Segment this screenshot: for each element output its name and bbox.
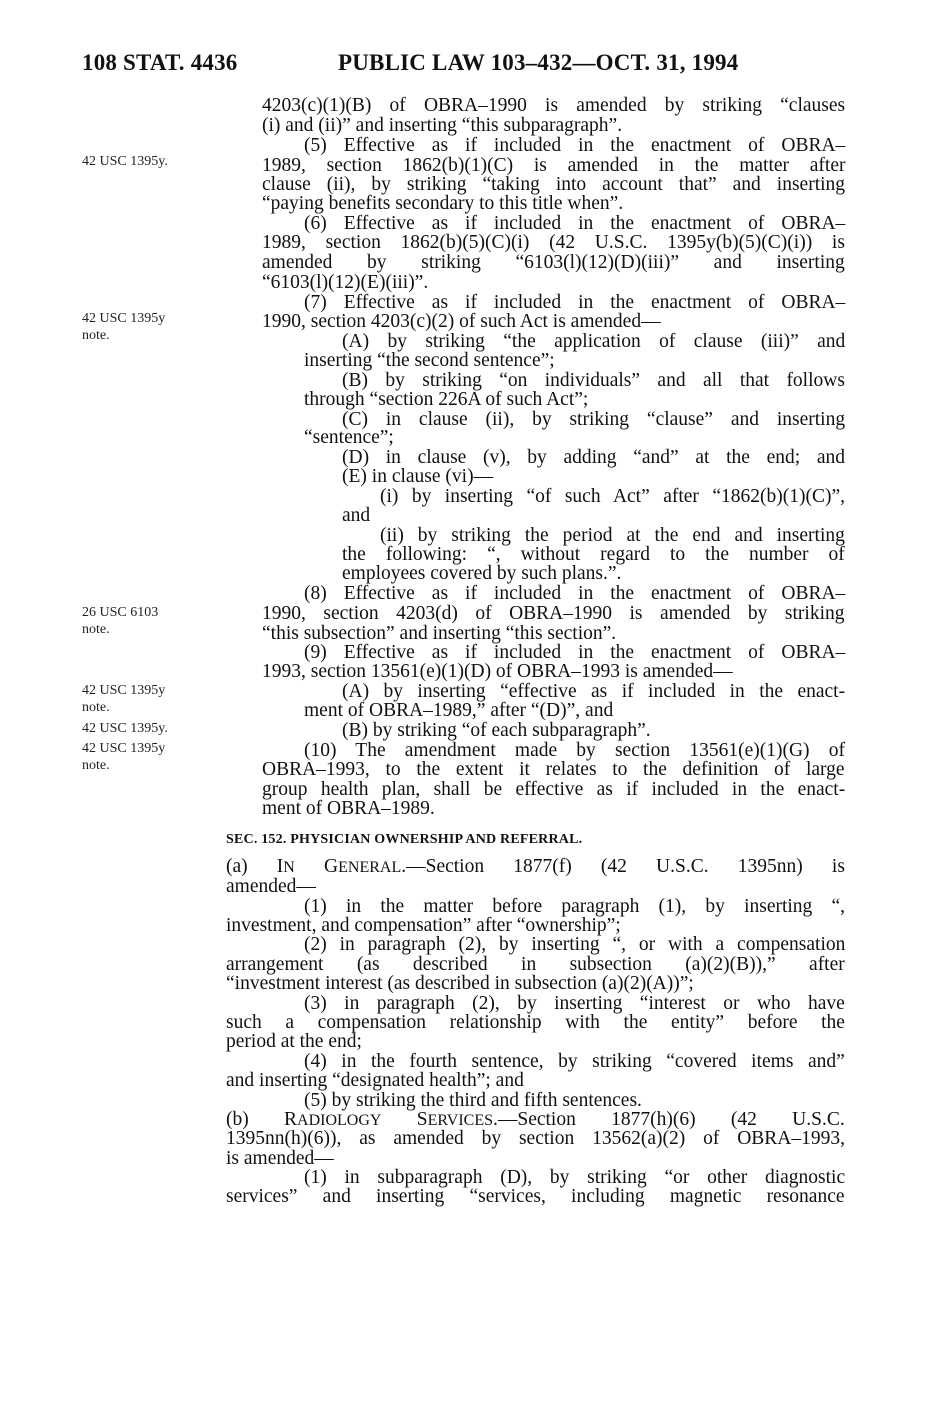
text-line: amended— xyxy=(226,876,316,897)
text-line: ment of OBRA–1989. xyxy=(262,798,435,819)
running-header: PUBLIC LAW 103–432—OCT. 31, 1994 xyxy=(338,50,739,75)
text-line: “this subsection” and inserting “this section”. xyxy=(262,623,617,644)
text-line: 1989, section 1862(b)(1)(C) is amended in the matter after xyxy=(262,155,846,176)
text-line: (A) by inserting “effective as if included in the enact- xyxy=(342,681,846,702)
margin-citation-line: note. xyxy=(82,700,110,715)
text-run: ENERAL xyxy=(338,859,402,876)
text-line: 4203(c)(1)(B) of OBRA–1990 is amended by striking “clauses xyxy=(262,95,846,116)
text-line: amended by striking “6103(l)(12)(D)(iii)” and inserting xyxy=(262,252,845,273)
text-line: (1) in subparagraph (D), by striking “or other diagnostic xyxy=(304,1167,846,1188)
text-line: period at the end; xyxy=(226,1031,362,1052)
margin-citation xyxy=(82,720,222,737)
text-line: is amended— xyxy=(226,1148,334,1169)
text-line: such a compensation relationship with the entity” before the xyxy=(226,1012,845,1033)
text-line xyxy=(226,857,845,878)
text-run: .—Section 1877(h)(6) (42 U.S.C. xyxy=(492,1109,845,1130)
margin-citation-line: 42 USC 1395y. xyxy=(82,721,168,736)
text-line: 1989, section 1862(b)(5)(C)(i) (42 U.S.C. 1395y(b)(5)(C)(i)) is xyxy=(262,232,845,253)
text-run: .—Section 1877(f) (42 U.S.C. 1395nn) is xyxy=(401,856,845,877)
text-run: ADIOLOGY xyxy=(297,1112,382,1129)
text-line: 1395nn(h)(6)), as amended by section 13562(a)(2) of OBRA–1993, xyxy=(226,1128,846,1149)
section-heading: SEC. 152. PHYSICIAN OWNERSHIP AND REFERRAL. xyxy=(226,832,583,847)
text-line: (7) Effective as if included in the enactment of OBRA– xyxy=(304,292,846,313)
text-line: (5) by striking the third and fifth sentences. xyxy=(304,1090,642,1111)
text-line: (A) by striking “the application of clause (iii)” and xyxy=(342,331,846,352)
text-line: (E) in clause (vi)— xyxy=(342,466,494,487)
text-line: (5) Effective as if included in the enactment of OBRA– xyxy=(304,135,846,156)
text-line: (9) Effective as if included in the enactment of OBRA– xyxy=(304,642,846,663)
text-line: (i) by inserting “of such Act” after “1862(b)(1)(C)”, xyxy=(380,486,846,507)
text-line: clause (ii), by striking “taking into account that” and inserting xyxy=(262,174,846,195)
text-run: N xyxy=(283,859,295,876)
margin-citation-line: note. xyxy=(82,328,110,343)
text-line: (3) in paragraph (2), by inserting “interest or who have xyxy=(304,993,845,1014)
text-line: (B) by striking “of each subparagraph”. xyxy=(342,720,651,741)
margin-citation-line: 42 USC 1395y xyxy=(82,311,166,326)
text-line: 1993, section 13561(e)(1)(D) of OBRA–1993 is amended— xyxy=(262,661,733,682)
text-line: (D) in clause (v), by adding “and” at the end; and xyxy=(342,447,845,468)
text-line: (4) in the fourth sentence, by striking “covered items and” xyxy=(304,1051,845,1072)
text-line: investment, and compensation” after “ownership”; xyxy=(226,915,621,936)
margin-citation-line: 26 USC 6103 xyxy=(82,605,159,620)
text-line: employees covered by such plans.”. xyxy=(342,563,622,584)
margin-citation xyxy=(82,310,222,344)
text-line: (2) in paragraph (2), by inserting “, or with a compensation xyxy=(304,934,846,955)
margin-citation-line: 42 USC 1395y. xyxy=(82,154,168,169)
text-run: ERVICES xyxy=(427,1112,493,1129)
text-line: “paying benefits secondary to this title when”. xyxy=(262,193,624,214)
text-line: inserting “the second sentence”; xyxy=(304,350,555,371)
text-line: (10) The amendment made by section 13561(e)(1)(G) of xyxy=(304,740,845,761)
text-line: “investment interest (as described in subsection (a)(2)(A))”; xyxy=(226,973,694,994)
text-line: “sentence”; xyxy=(304,427,394,448)
margin-citation xyxy=(82,153,222,170)
text-line: 1990, section 4203(c)(2) of such Act is amended— xyxy=(262,311,661,332)
text-run: (a) I xyxy=(226,856,284,877)
text-line: group health plan, shall be effective as if included in the enact- xyxy=(262,779,846,800)
text-line: through “section 226A of such Act”; xyxy=(304,389,589,410)
text-line: “6103(l)(12)(E)(iii)”. xyxy=(262,272,429,293)
margin-citation-line: 42 USC 1395y xyxy=(82,741,166,756)
text-line: (ii) by striking the period at the end and inserting xyxy=(380,525,845,546)
text-line: and inserting “designated health”; and xyxy=(226,1070,524,1091)
page-number-stat: 108 STAT. 4436 xyxy=(82,50,238,75)
text-line: and xyxy=(342,505,371,526)
text-line: arrangement (as described in subsection (a)(2)(B)),” after xyxy=(226,954,845,975)
text-line: (C) in clause (ii), by striking “clause” and inserting xyxy=(342,409,846,430)
text-line: services” and inserting “services, including magnetic resonance xyxy=(226,1186,845,1207)
margin-citation-line: note. xyxy=(82,622,110,637)
text-run: (b) R xyxy=(226,1109,298,1130)
text-line: ment of OBRA–1989,” after “(D)”, and xyxy=(304,700,614,721)
text-line: (1) in the matter before paragraph (1), by inserting “, xyxy=(304,896,846,917)
margin-citation xyxy=(82,682,222,716)
margin-citation-line: note. xyxy=(82,758,110,773)
text-line: (8) Effective as if included in the enactment of OBRA– xyxy=(304,583,846,604)
text-line: OBRA–1993, to the extent it relates to the definition of large xyxy=(262,759,845,780)
text-line: the following: “, without regard to the number of xyxy=(342,544,845,565)
margin-citation-line: 42 USC 1395y xyxy=(82,683,166,698)
text-run: G xyxy=(294,856,339,877)
text-line: (6) Effective as if included in the enactment of OBRA– xyxy=(304,213,846,234)
text-line: (B) by striking “on individuals” and all that follows xyxy=(342,370,845,391)
text-run: S xyxy=(381,1109,428,1130)
margin-citation xyxy=(82,740,222,774)
text-line: 1990, section 4203(d) of OBRA–1990 is amended by striking xyxy=(262,603,845,624)
margin-citation xyxy=(82,604,222,638)
text-line: (i) and (ii)” and inserting “this subparagraph”. xyxy=(262,115,623,136)
